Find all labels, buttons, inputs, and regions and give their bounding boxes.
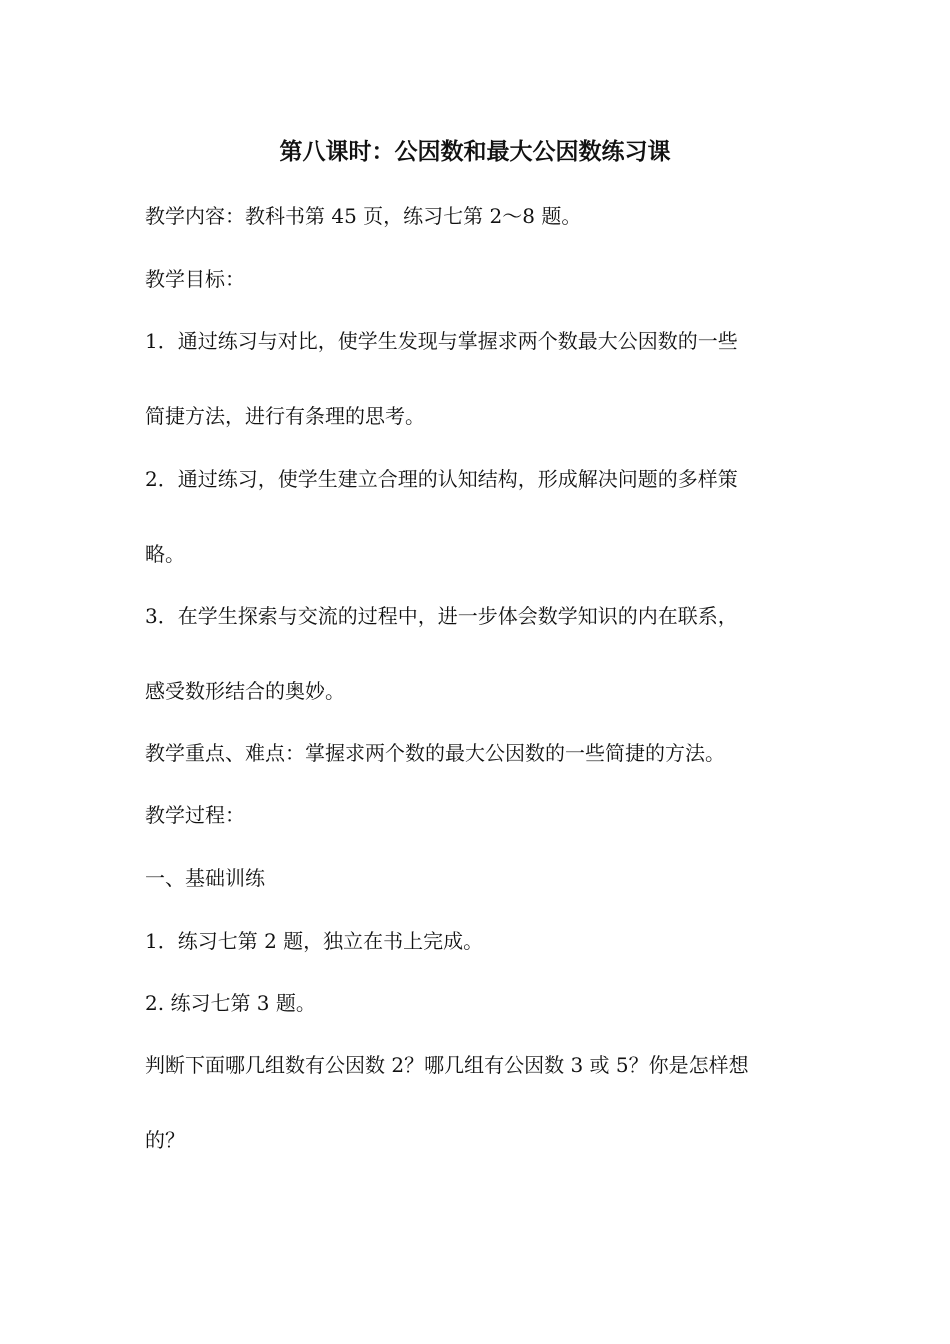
text-line-objective-3: 3．在学生探索与交流的过程中，进一步体会数学知识的内在联系， [145, 604, 738, 628]
text-line-objective-2: 2．通过练习，使学生建立合理的认知结构，形成解决问题的多样策 [145, 467, 738, 491]
text-line-key-points: 教学重点、难点：掌握求两个数的最大公因数的一些简捷的方法。 [145, 741, 725, 765]
page-title: 第八课时：公因数和最大公因数练习课 [279, 139, 671, 165]
text-line-content: 教学内容：教科书第 45 页，练习七第 2～8 题。 [145, 204, 582, 228]
text-line-objective-1: 1．通过练习与对比，使学生发现与掌握求两个数最大公因数的一些 [145, 329, 738, 353]
text-line-exercise-2: 1．练习七第 2 题，独立在书上完成。 [145, 929, 484, 953]
text-line-section-basic-training: 一、基础训练 [145, 866, 265, 890]
text-line-exercise-3: 2. 练习七第 3 题。 [145, 991, 316, 1015]
text-line-process-heading: 教学过程： [145, 803, 245, 827]
text-line-objective-3-cont: 感受数形结合的奥妙。 [145, 679, 345, 703]
text-line-objective-1-cont: 简捷方法，进行有条理的思考。 [145, 404, 425, 428]
text-line-objective-2-cont: 略。 [145, 542, 185, 566]
text-line-question: 判断下面哪几组数有公因数 2？哪几组有公因数 3 或 5？你是怎样想 [145, 1053, 749, 1077]
text-line-question-cont: 的？ [145, 1128, 185, 1152]
text-line-objectives-heading: 教学目标： [145, 267, 245, 291]
